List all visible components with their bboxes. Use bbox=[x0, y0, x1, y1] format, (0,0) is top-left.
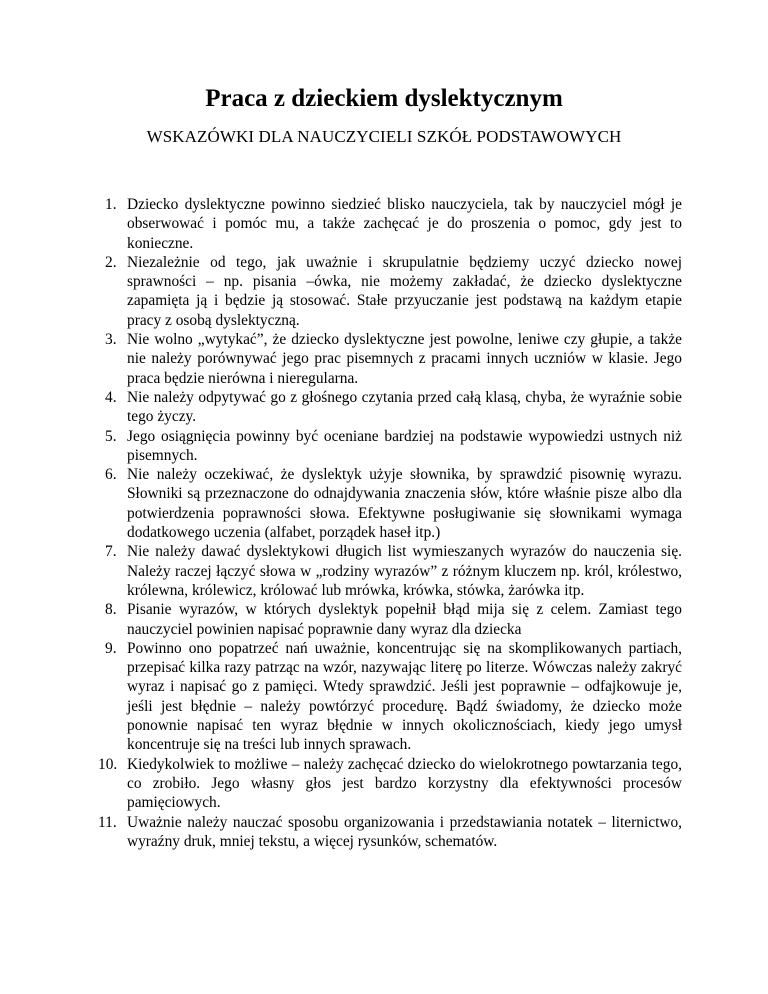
list-item bbox=[105, 253, 682, 330]
list-item-number: 1. bbox=[105, 196, 117, 213]
list-item-text: Niezależnie od tego, jak uważnie i skrupulatnie będziemy uczyć dziecko nowej sprawności – np. pisania –ówka, nie możemy zakładać, że dziecko dyslektyczne zapamięta ją i będzie ją stosować. Stałe przyuczanie jest podstawą na każdym etapie pracy z osobą dyslektyczną. bbox=[127, 253, 682, 329]
list-item-number: 9. bbox=[105, 639, 117, 657]
list-item-number: 10. bbox=[98, 755, 118, 773]
list-item bbox=[105, 542, 682, 600]
list-item bbox=[98, 813, 682, 852]
list-item bbox=[105, 388, 682, 427]
list-item-number: 7. bbox=[105, 543, 117, 561]
list-item-text: Nie należy dawać dyslektykowi długich list wymieszanych wyrazów do nauczenia się. Należy raczej łączyć słowa w „rodziny wyrazów” z różnym kluczem np. król, królestwo, królewna, królewicz, królować lub mrówka, krówka, stówka, żarówka itp. bbox=[127, 543, 682, 599]
list-item bbox=[105, 330, 682, 388]
list-item-number: 11. bbox=[98, 813, 117, 831]
list-item-text: Nie należy odpytywać go z głośnego czytania przed całą klasą, chyba, że wyraźnie sobie tego życzy. bbox=[127, 388, 682, 426]
list-item-text: Dziecko dyslektyczne powinno siedzieć blisko nauczyciela, tak by nauczyciel mógł je obserwować i pomóc mu, a także zachęcać je do proszenia o pomoc, gdy jest to konieczne. bbox=[127, 196, 682, 252]
list-item-number: 5. bbox=[105, 427, 117, 445]
list-item-text: Nie należy oczekiwać, że dyslektyk użyje słownika, by sprawdzić pisownię wyrazu. Słowniki są przeznaczone do odnajdywania znaczenia słów, które właśnie pisze albo dla potwierdzenia poprawności słowa. Efektywne posługiwanie się słownikami wymaga dodatkowego uczenia (alfabet, porządek haseł itp.) bbox=[127, 466, 682, 542]
list-item bbox=[105, 600, 682, 639]
list-item-number: 6. bbox=[105, 466, 117, 484]
list-item-text: Nie wolno „wytykać”, że dziecko dyslektyczne jest powolne, leniwe czy głupie, a także nie należy porównywać jego prac pisemnych z pracami innych uczniów w klasie. Jego praca będzie nierówna i nieregularna. bbox=[127, 331, 682, 387]
list-item bbox=[98, 755, 682, 813]
list-item-text: Pisanie wyrazów, w których dyslektyk popełnił błąd mija się z celem. Zamiast tego nauczyciel powinien napisać poprawnie dany wyraz dla dziecka bbox=[127, 601, 682, 638]
list-item-number: 4. bbox=[105, 388, 117, 406]
list-item-text: Kiedykolwiek to możliwe – należy zachęcać dziecko do wielokrotnego powtarzania tego, co zrobiło. Jego własny głos jest bardzo korzystny dla efektywności procesów pamięciowych. bbox=[127, 755, 682, 812]
list-item bbox=[105, 427, 682, 466]
list-item bbox=[105, 195, 682, 253]
list-item-number: 8. bbox=[105, 601, 117, 619]
document-title: Praca z dzieckiem dyslektycznym bbox=[205, 85, 563, 112]
list-item-text: Jego osiągnięcia powinny być oceniane bardziej na podstawie wypowiedzi ustnych niż pisemnych. bbox=[127, 427, 682, 464]
list-item-text: Uważnie należy nauczać sposobu organizowania i przedstawiania notatek – liternictwo, wyraźny druk, mniej tekstu, a więcej rysunków, schematów. bbox=[127, 813, 682, 850]
list-item-number: 2. bbox=[105, 253, 117, 271]
list-item-number: 3. bbox=[105, 331, 117, 349]
document-subtitle: WSKAZÓWKI DLA NAUCZYCIELI SZKÓŁ PODSTAWOWYCH bbox=[146, 127, 622, 146]
guidelines-list bbox=[98, 195, 682, 851]
list-item-text: Powinno ono popatrzeć nań uważnie, koncentrując się na skomplikowanych partiach, przepisać kilka razy patrząc na wzór, nazywając literę po literze. Wówczas należy zakryć wyraz i napisać go z pamięci. Wtedy sprawdzić. Jeśli jest poprawnie – odfajkowuje je, jeśli jest błędnie – należy powtórzyć procedurę. Bądź świadomy, że dziecko może ponownie napisać ten wyraz błędnie w innych okolicznościach, kiedy jego umysł koncentruje się na treści lub innych sprawach. bbox=[127, 639, 682, 754]
list-item bbox=[105, 639, 682, 755]
list-item bbox=[105, 465, 682, 542]
